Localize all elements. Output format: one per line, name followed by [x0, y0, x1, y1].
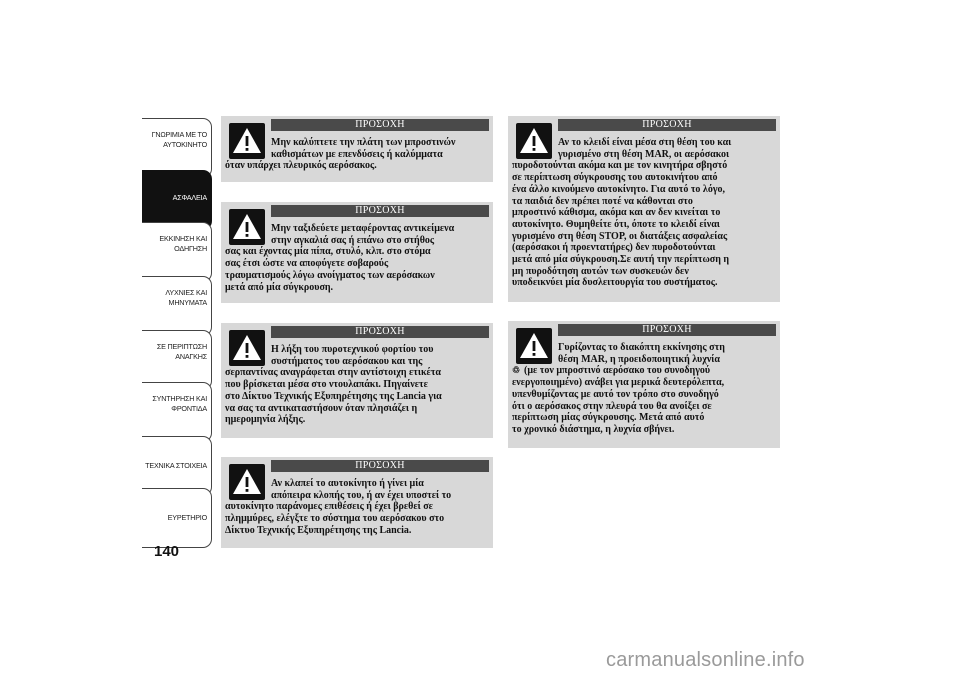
tab-technical-data[interactable] — [142, 436, 212, 496]
warning-title: ΠΡΟΣΟΧΗ — [271, 205, 489, 217]
warning-title: ΠΡΟΣΟΧΗ — [558, 324, 776, 336]
warning-text: Αν το κλειδί είναι μέσα στη θέση του και γυρισμένο στη θέση MAR, οι αερόσακοι πυροδοτούνται ακόμα και με τον κινητήρα σβηστό σε περίπτωση σύγκρουσης του αυτοκινήτου από ένα άλλο κινούμενο αυτοκίνητο. Για αυτό το λόγο, τα παιδιά δεν πρέπει ποτέ να κάθονται στο μπροστινό κάθισμα, ακόμα και αν δεν κινείται το αυτοκίνητο. Θυμηθείτε ότι, όποτε το κλειδί είναι γυρισμένο στη θέση STOP, οι διατάξεις ασφαλείας (αερόσακοι ή προεντατήρες) δεν πυροδοτούνται μετά από μία σύγκρουση.Σε αυτή την περίπτωση η μη πυροδότηση αυτών των συσκευών δεν υποδεικνύει μία δυσλειτουργία του συστήματος. — [512, 137, 732, 289]
tab-label: ΛΥΧΝΙΕΣ ΚΑΙ ΜΗΝΥΜΑΤΑ — [165, 288, 207, 307]
tab-label: ΕΚΚΙΝΗΣΗ ΚΑΙ ΟΔΗΓΗΣΗ — [159, 234, 207, 253]
tab-label: ΓΝΩΡΙΜΙΑ ΜΕ ΤΟ ΑΥΤΟΚΙΝΗΤΟ — [151, 130, 207, 149]
watermark: carmanualsonline.info — [606, 649, 805, 671]
tab-emergency[interactable] — [142, 330, 212, 390]
warning-box — [508, 116, 780, 302]
warning-text: Μην καλύπτετε την πλάτη των μπροστινών καθισμάτων με επενδύσεις ή καλύμματα όταν υπάρχει πλευρικός αερόσακος. — [225, 137, 456, 172]
tab-label: ΑΣΦΑΛΕΙΑ — [172, 193, 207, 202]
tab-maintenance[interactable] — [142, 382, 212, 442]
warning-text: Μην ταξιδεύετε μεταφέροντας αντικείμενα στην αγκαλιά σας ή επάνω στο στήθος σας και έχοντας μία πίπα, στυλό, κλπ. στο στόμα σας έτσι ώστε να αποφύγετε σοβαρούς τραυματισμούς λόγω ανοίγματος των αερόσακων μετά από μία σύγκρουση. — [225, 223, 455, 293]
warning-box — [221, 202, 493, 303]
tab-safety[interactable] — [142, 170, 212, 230]
tab-lights-messages[interactable] — [142, 276, 212, 336]
warning-box — [221, 457, 493, 548]
tab-index[interactable] — [142, 488, 212, 548]
warning-text: Γυρίζοντας το διακόπτη εκκίνησης στη θέση MAR, η προειδοποιητική λυχνία ♲ (με τον μπροστινό αερόσακο του συνοδηγού ενεργοποιημένο) ανάβει για μερικά δευτερόλεπτα, υπενθυμίζοντας με αυτό τον τρόπο στο συνοδηγό ότι ο αερόσακος στην πλευρά του θα ανοίξει σε περίπτωση μίας σύγκρουσης. Μετά από αυτό το χρονικό διάστημα, η λυχνία σβήνει. — [512, 342, 725, 435]
warning-text: Η λήξη του πυροτεχνικού φορτίου του συστήματος του αερόσακου και της σερπαντίνας αναγράφεται στην αντίστοιχη ετικέτα που βρίσκεται μέσα στο ντουλαπάκι. Πηγαίνετε στο Δίκτυο Τεχνικής Εξυπηρέτησης της Lancia για να σας τα αντικαταστήσουν όταν πλησιάζει η ημερομηνία λήξης. — [225, 344, 442, 426]
page-number: 140 — [154, 543, 180, 560]
warning-box — [221, 323, 493, 438]
tab-getting-to-know[interactable] — [142, 118, 212, 178]
tab-label: ΤΕΧΝΙΚΑ ΣΤΟΙΧΕΙΑ — [145, 461, 207, 470]
passenger-airbag-off-icon: ♲ — [512, 365, 521, 376]
warning-title: ΠΡΟΣΟΧΗ — [558, 119, 776, 131]
tab-starting-driving[interactable] — [142, 222, 212, 282]
warning-title: ΠΡΟΣΟΧΗ — [271, 460, 489, 472]
tab-label: ΕΥΡΕΤΗΡΙΟ — [167, 513, 207, 522]
tab-label: ΣΕ ΠΕΡΙΠΤΩΣΗ ΑΝΑΓΚΗΣ — [156, 342, 207, 361]
warning-title: ΠΡΟΣΟΧΗ — [271, 119, 489, 131]
warning-text: Αν κλαπεί το αυτοκίνητο ή γίνει μία απόπειρα κλοπής του, ή αν έχει υποστεί το αυτοκίνητο παράνομες επιθέσεις ή έχει βρεθεί σε πλημμύρες, ελέγξτε το σύστημα του αερόσακου στο Δίκτυο Τεχνικής Εξυπηρέτησης της Lancia. — [225, 478, 452, 536]
tab-label: ΣΥΝΤΗΡΗΣΗ ΚΑΙ ΦΡΟΝΤΙΔΑ — [152, 394, 207, 413]
warning-title: ΠΡΟΣΟΧΗ — [271, 326, 489, 338]
warning-box — [508, 321, 780, 448]
warning-box — [221, 116, 493, 182]
